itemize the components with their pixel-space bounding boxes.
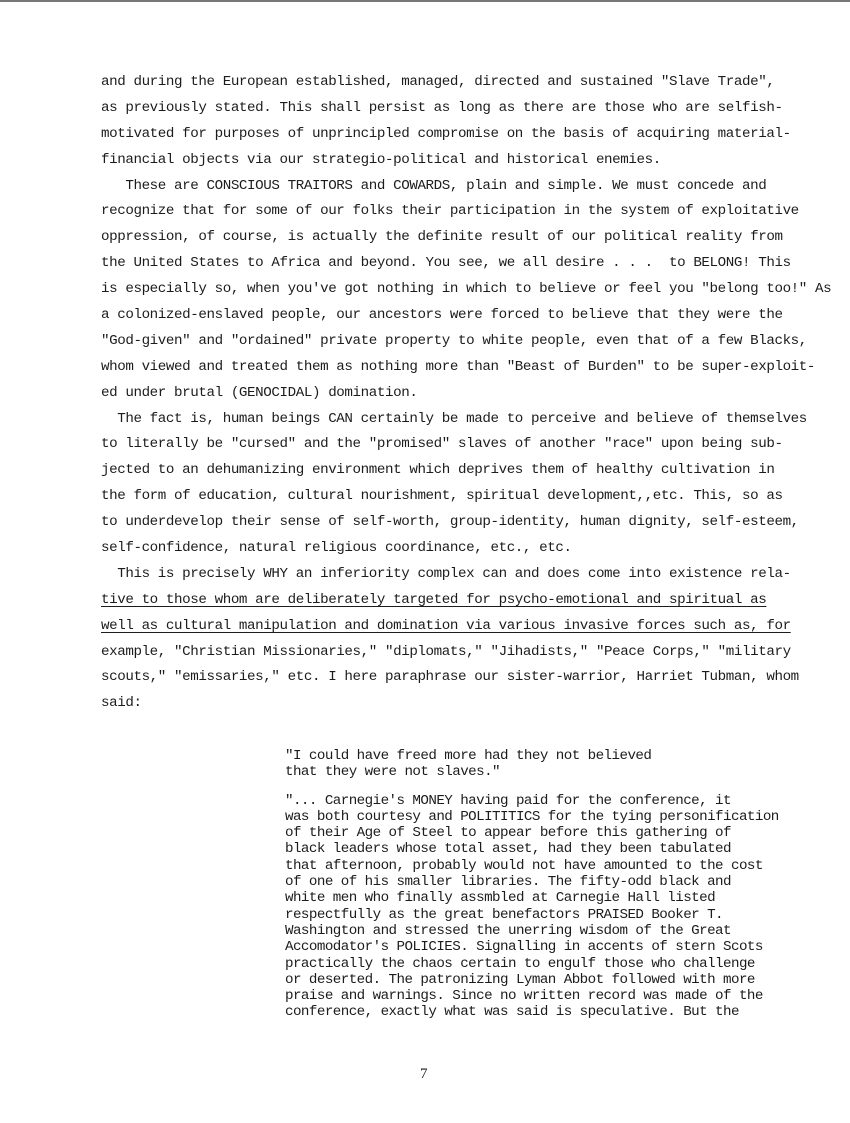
- quote-line: white men who finally assmbled at Carnegie Hall listed: [285, 890, 716, 907]
- text-line: "God-given" and "ordained" private property to white people, even that of a few Blacks,: [101, 332, 807, 349]
- quote-line: black leaders whose total asset, had they been tabulated: [285, 841, 731, 858]
- text-line: to literally be "cursed" and the "promised" slaves of another "race" upon being sub-: [101, 436, 783, 453]
- text-line: This is precisely WHY an inferiority complex can and does come into existence rela-: [101, 565, 791, 582]
- text-line: example, "Christian Missionaries," "diplomats," "Jihadists," "Peace Corps," "military: [101, 643, 791, 660]
- body-text: [101, 70, 846, 717]
- text-line: motivated for purposes of unprincipled compromise on the basis of acquiring material-: [101, 125, 791, 142]
- text-line: a colonized-enslaved people, our ancestors were forced to believe that they were the: [101, 307, 783, 324]
- text-line: self-confidence, natural religious coordinance, etc., etc.: [101, 540, 572, 557]
- quote-line: conference, exactly what was said is speculative. But the: [285, 1004, 739, 1021]
- quote-line: of their Age of Steel to appear before this gathering of: [285, 825, 731, 842]
- quote-line: Accomodator's POLICIES. Signalling in accents of stern Scots: [285, 939, 763, 956]
- text-line: The fact is, human beings CAN certainly be made to perceive and believe of themselves: [101, 410, 807, 427]
- quote-line: "... Carnegie's MONEY having paid for the conference, it: [285, 792, 731, 809]
- text-line: oppression, of course, is actually the definite result of our political reality from: [101, 229, 783, 246]
- text-line: and during the European established, managed, directed and sustained "Slave Trade",: [101, 74, 775, 90]
- quote-line: or deserted. The patronizing Lyman Abbot followed with more: [285, 971, 755, 988]
- text-line: is especially so, when you've got nothing in which to believe or feel you "belong too!" As: [101, 281, 832, 298]
- text-line: jected to an dehumanizing environment which deprives them of healthy cultivation in: [101, 462, 775, 479]
- text-line: the United States to Africa and beyond. You see, we all desire . . . to BELONG! This: [101, 255, 791, 272]
- text-line: financial objects via our strategio-political and historical enemies.: [101, 151, 661, 168]
- text-line: scouts," "emissaries," etc. I here paraphrase our sister-warrior, Harriet Tubman, whom: [101, 669, 799, 686]
- page-top-edge: [0, 0, 850, 2]
- text-line: ed under brutal (GENOCIDAL) domination.: [101, 384, 418, 401]
- quote-line: practically the chaos certain to engulf those who challenge: [285, 955, 755, 972]
- quote-line: that they were not slaves.": [285, 764, 501, 781]
- quote-line: that afternoon, probably would not have amounted to the cost: [285, 857, 763, 874]
- block-quote: [285, 748, 830, 1021]
- text-line: to underdevelop their sense of self-worth, group-identity, human dignity, self-esteem,: [101, 514, 799, 531]
- text-line: the form of education, cultural nourishment, spiritual development,,etc. This, so as: [101, 488, 783, 505]
- quote-line: praise and warnings. Since no written record was made of the: [285, 988, 763, 1005]
- page-number: 7: [420, 1066, 428, 1082]
- text-line: as previously stated. This shall persist as long as there are those who are selfish-: [101, 99, 783, 116]
- quote-line: respectfully as the great benefactors PRAISED Booker T.: [285, 906, 724, 923]
- text-line: These are CONSCIOUS TRAITORS and COWARDS, plain and simple. We must concede and: [101, 177, 767, 194]
- text-line-underlined: tive to those whom are deliberately targeted for psycho-emotional and spiritual as: [101, 591, 767, 608]
- text-line: recognize that for some of our folks their participation in the system of exploitative: [101, 203, 799, 220]
- quote-line: was both courtesy and POLITITICS for the tying personification: [285, 808, 779, 825]
- text-line: said:: [101, 695, 142, 712]
- text-line: whom viewed and treated them as nothing more than "Beast of Burden" to be super-exploit-: [101, 358, 816, 375]
- quote-line: of one of his smaller libraries. The fifty-odd black and: [285, 874, 731, 891]
- quote-line: Washington and stressed the unerring wisdom of the Great: [285, 922, 731, 939]
- quote-line: "I could have freed more had they not believed: [285, 748, 652, 764]
- text-line-underlined: well as cultural manipulation and domination via various invasive forces such as, for: [101, 617, 791, 634]
